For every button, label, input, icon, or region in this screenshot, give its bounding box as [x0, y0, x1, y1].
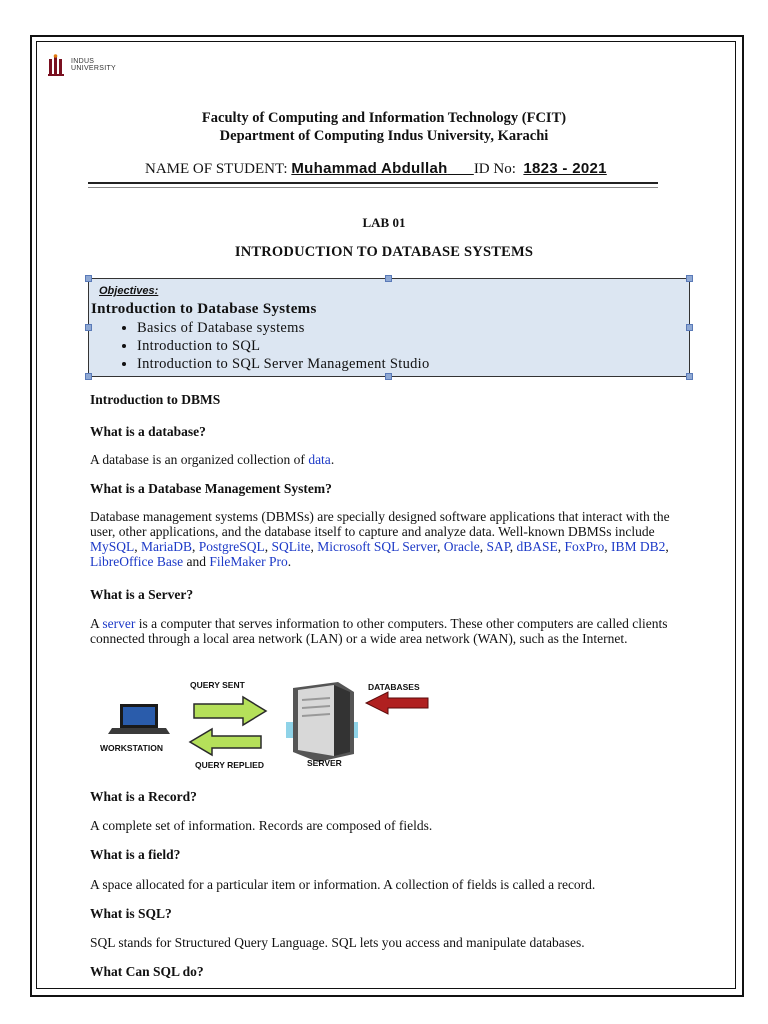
- link-dbms[interactable]: FoxPro: [564, 539, 605, 554]
- label-query-sent: QUERY SENT: [190, 680, 245, 690]
- label-databases: DATABASES: [368, 682, 420, 692]
- link-dbms[interactable]: LibreOffice Base: [90, 554, 184, 569]
- resize-handle[interactable]: [686, 324, 693, 331]
- lab-number: LAB 01: [362, 215, 406, 230]
- student-info-line: [145, 160, 607, 178]
- query-replied-arrow: [190, 729, 261, 755]
- question-field: What is a field?: [90, 847, 181, 862]
- question-database: What is a database?: [90, 424, 206, 439]
- link-dbms[interactable]: SAP: [486, 539, 510, 554]
- objective-item: • Introduction to SQL: [137, 337, 430, 355]
- answer-dbms: Database management systems (DBMSs) are specially designed software applications that interact with the user, other applications, and the database itself to capture and analyze data. Well-known DBMSs include MySQL, MariaDB, PostgreSQL, SQLite, Microsoft SQL Server, Oracle, SAP, dBASE, FoxPro, IBM DB2, LibreOffice Base and FileMaker Pro.: [90, 509, 670, 569]
- label-server: SERVER: [307, 758, 342, 768]
- lab-title: INTRODUCTION TO DATABASE SYSTEMS: [234, 244, 534, 260]
- objective-item: • Basics of Database systems: [137, 319, 430, 337]
- resize-handle[interactable]: [85, 324, 92, 331]
- logo-line2: UNIVERSITY: [71, 65, 117, 72]
- link-dbms[interactable]: MariaDB: [141, 539, 193, 554]
- name-label: NAME OF STUDENT:: [145, 161, 288, 177]
- answer-database: A database is an organized collection of data.: [90, 452, 335, 467]
- answer-field: A space allocated for a particular item or information. A collection of fields is called a record.: [90, 877, 596, 892]
- objective-item: • Introduction to SQL Server Management Studio: [137, 355, 430, 373]
- logo-emblem-icon: [48, 54, 68, 76]
- databases-arrow: [366, 692, 428, 714]
- resize-handle[interactable]: [85, 275, 92, 282]
- question-dbms: What is a Database Management System?: [90, 481, 332, 496]
- link-dbms[interactable]: SQLite: [271, 539, 311, 554]
- header-rule-thin: [88, 187, 658, 188]
- link-dbms[interactable]: FileMaker Pro: [209, 554, 288, 569]
- answer-record: A complete set of information. Records are composed of fields.: [90, 818, 433, 833]
- university-logo: [48, 54, 116, 76]
- link-dbms[interactable]: dBASE: [516, 539, 558, 554]
- resize-handle[interactable]: [385, 373, 392, 380]
- link-dbms[interactable]: PostgreSQL: [198, 539, 265, 554]
- workstation-laptop-icon: [108, 704, 170, 734]
- link-dbms[interactable]: Oracle: [443, 539, 480, 554]
- faculty-heading: Faculty of Computing and Information Technology (FCIT): [201, 110, 567, 126]
- answer-sql: SQL stands for Structured Query Language. SQL lets you access and manipulate databases.: [90, 935, 585, 950]
- question-sql: What is SQL?: [90, 906, 172, 921]
- resize-handle[interactable]: [686, 275, 693, 282]
- header-rule: [88, 182, 658, 184]
- id-label: ID No:: [473, 161, 516, 177]
- student-name: Muhammad Abdullah: [291, 160, 448, 177]
- resize-handle[interactable]: [686, 373, 693, 380]
- question-record: What is a Record?: [90, 789, 197, 804]
- link-server[interactable]: server: [102, 616, 136, 631]
- answer-server: A server is a computer that serves information to other computers. These other computers are called clients connected through a local area network (LAN) or a wide area network (WAN), such as the Internet.: [90, 616, 668, 646]
- objectives-textbox[interactable]: [88, 278, 690, 377]
- link-dbms[interactable]: Microsoft SQL Server: [317, 539, 437, 554]
- department-heading: Department of Computing Indus University, Karachi: [219, 128, 549, 144]
- question-server: What is a Server?: [90, 587, 194, 602]
- server-tower-icon: [286, 682, 358, 762]
- label-query-replied: QUERY REPLIED: [195, 760, 264, 770]
- link-dbms[interactable]: MySQL: [90, 539, 135, 554]
- resize-handle[interactable]: [385, 275, 392, 282]
- link-dbms[interactable]: IBM DB2: [611, 539, 666, 554]
- question-sql-do: What Can SQL do?: [90, 964, 204, 979]
- objectives-title: Introduction to Database Systems: [91, 301, 317, 317]
- objectives-label: Objectives:: [99, 285, 159, 297]
- resize-handle[interactable]: [85, 373, 92, 380]
- query-sent-arrow: [194, 697, 266, 725]
- client-server-diagram: [98, 680, 438, 772]
- objectives-list: [89, 319, 430, 373]
- link-data[interactable]: data: [308, 452, 331, 467]
- logo-line1: INDUS: [71, 58, 95, 65]
- student-id: 1823 - 2021: [523, 160, 607, 177]
- label-workstation: WORKSTATION: [100, 743, 163, 753]
- intro-heading: Introduction to DBMS: [90, 392, 221, 407]
